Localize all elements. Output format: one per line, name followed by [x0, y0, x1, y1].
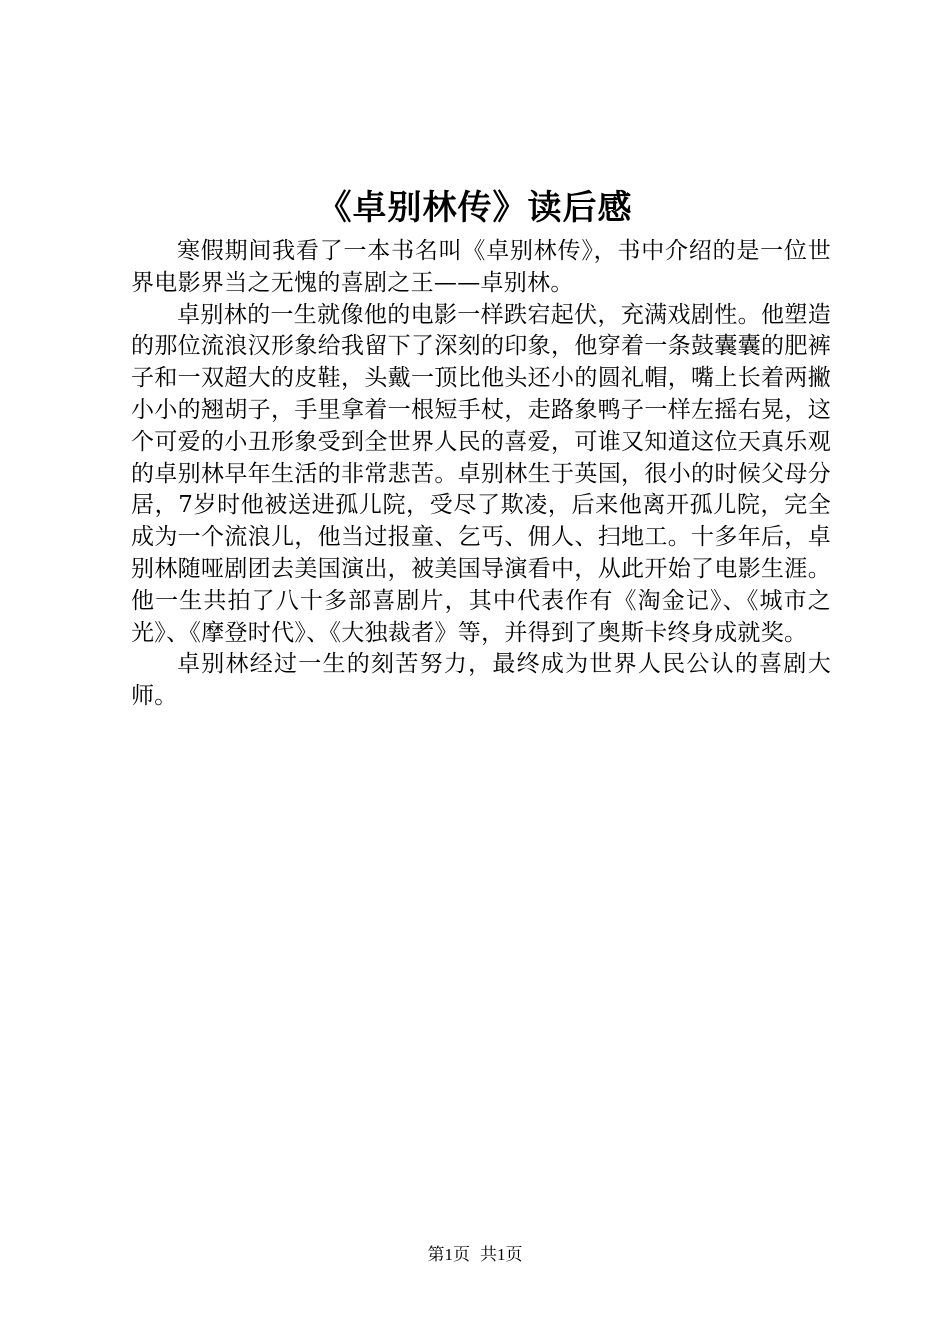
paragraph-conclusion: 卓别林经过一生的刻苦努力，最终成为世界人民公认的喜剧大师。	[131, 651, 831, 710]
document-body	[131, 236, 831, 713]
page-footer	[0, 1244, 950, 1266]
paragraph-intro: 寒假期间我看了一本书名叫《卓别林传》，书中介绍的是一位世界电影界当之无愧的喜剧之王——卓别林。	[131, 238, 831, 296]
document-title: 《卓别林传》读后感	[317, 188, 633, 228]
page-total: 共1页	[480, 1245, 523, 1264]
paragraph-life-story: 卓别林的一生就像他的电影一样跌宕起伏，充满戏剧性。他塑造的那位流浪汉形象给我留下了深刻的印象，他穿着一条鼓囊囊的肥裤子和一双超大的皮鞋，头戴一顶比他头还小的圆礼帽，嘴上长着两撇小小的翘胡子，手里拿着一根短手杖，走路象鸭子一样左摇右晃，这个可爱的小丑形象受到全世界人民的喜爱，可谁又知道这位天真乐观的卓别林早年生活的非常悲苦。卓别林生于英国，很小的时候父母分居，7岁时他被送进孤儿院，受尽了欺凌，后来他离开孤儿院，完全成为一个流浪儿，他当过报童、乞丐、佣人、扫地工。十多年后，卓别林随哑剧团去美国演出，被美国导演看中，从此开始了电影生涯。他一生共拍了八十多部喜剧片，其中代表作有《淘金记》、《城市之光》、《摩登时代》、《大独裁者》等，并得到了奥斯卡终身成就奖。	[131, 301, 831, 646]
page-number: 第1页	[427, 1245, 470, 1264]
